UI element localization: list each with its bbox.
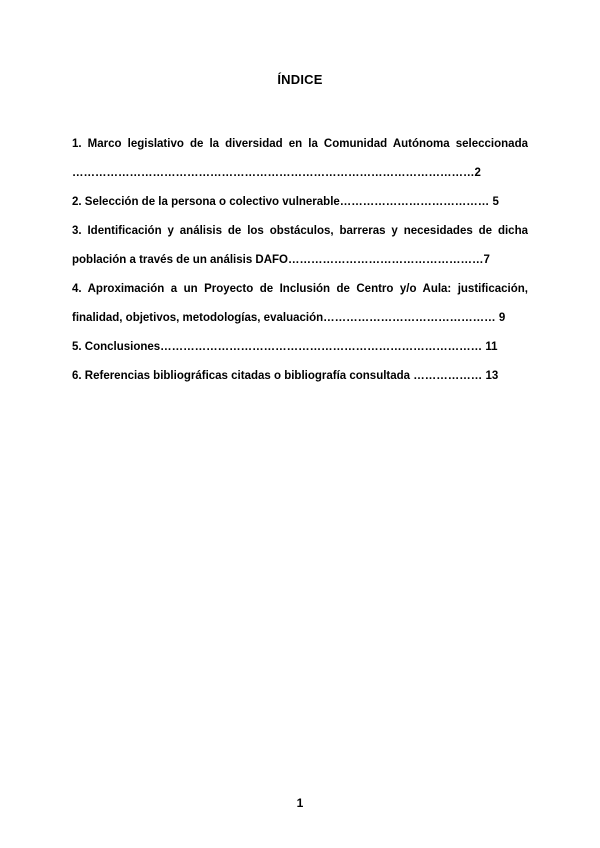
toc-entry-2[interactable]: [72, 188, 528, 217]
toc-entry-1-line-1: 1. Marco legislativo de la diversidad en la Comunidad Autónoma seleccionada: [72, 138, 528, 150]
index-title: ÍNDICE: [277, 72, 323, 87]
table-of-contents: [72, 130, 528, 391]
toc-entry-3-line-2: población a través de un análisis DAFO……………………………………………7: [72, 254, 490, 266]
toc-entry-5-line-1: 5. Conclusiones………………………………………………………………………… 11: [72, 341, 498, 353]
page-number: 1: [296, 796, 304, 810]
toc-entry-2-line-1: 2. Selección de la persona o colectivo vulnerable………………………………… 5: [72, 196, 499, 208]
toc-entry-6[interactable]: [72, 362, 528, 391]
toc-entry-4-line-2: finalidad, objetivos, metodologías, evaluación……………………………………… 9: [72, 312, 506, 324]
toc-entry-1[interactable]: [72, 130, 528, 188]
toc-entry-5[interactable]: [72, 333, 528, 362]
toc-entry-4-line-1: 4. Aproximación a un Proyecto de Inclusión de Centro y/o Aula: justificación,: [72, 283, 528, 295]
toc-entry-1-line-2: ……………………………………………………………………………………………2: [72, 167, 481, 179]
toc-entry-3-line-1: 3. Identificación y análisis de los obstáculos, barreras y necesidades de dicha: [72, 225, 528, 237]
toc-entry-4[interactable]: [72, 275, 528, 333]
toc-entry-3[interactable]: [72, 217, 528, 275]
toc-entry-6-line-1: 6. Referencias bibliográficas citadas o bibliografía consultada ……………… 13: [72, 370, 499, 382]
